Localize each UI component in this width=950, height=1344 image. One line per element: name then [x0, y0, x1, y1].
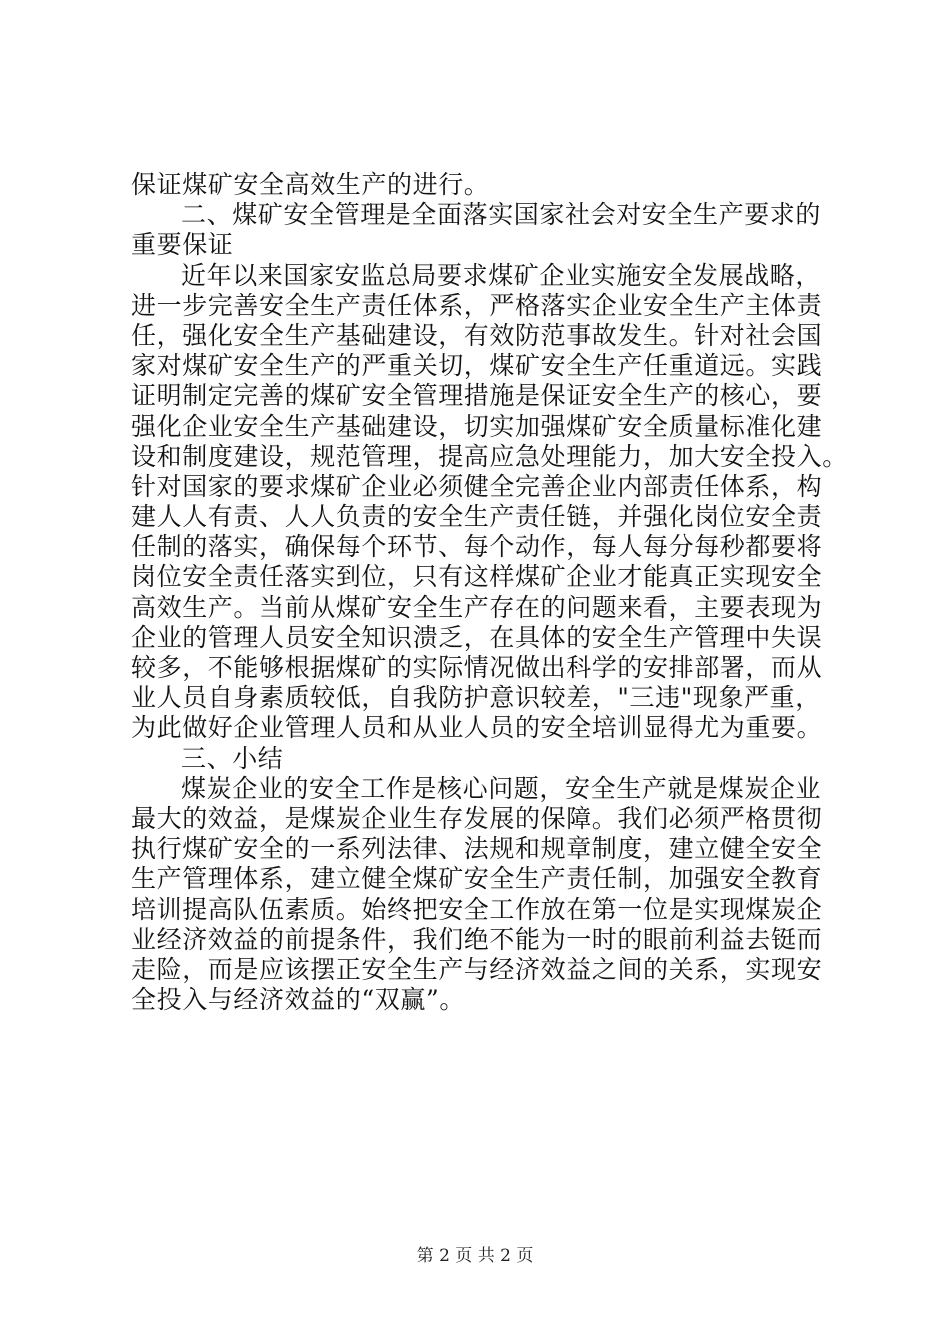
text-line: 生产管理体系，建立健全煤矿安全生产责任制，加强安全教育: [131, 864, 823, 894]
text-line: 强化企业安全生产基础建设，切实加强煤矿安全质量标准化建: [131, 411, 823, 441]
text-line: 任制的落实，确保每个环节、每个动作，每人每分每秒都要将: [131, 532, 823, 562]
text-line: 最大的效益，是煤炭企业生存发展的保障。我们必须严格贯彻: [131, 803, 823, 833]
section-heading-line: 三、小结: [181, 743, 284, 773]
text-line: 家对煤矿安全生产的严重关切，煤矿安全生产任重道远。实践: [131, 351, 823, 381]
text-line: 高效生产。当前从煤矿安全生产存在的问题来看，主要表现为: [131, 592, 823, 622]
document-body: [131, 170, 848, 1015]
text-line: 业人员自身素质较低，自我防护意识较差，"三违"现象严重，: [131, 683, 821, 713]
text-line: 业经济效益的前提条件，我们绝不能为一时的眼前利益去铤而: [131, 924, 823, 954]
text-line: 任，强化安全生产基础建设，有效防范事故发生。针对社会国: [131, 320, 823, 350]
text-line: 走险，而是应该摆正安全生产与经济效益之间的关系，实现安: [131, 954, 823, 984]
text-line: 较多，不能够根据煤矿的实际情况做出科学的安排部署，而从: [131, 653, 823, 682]
text-line: 进一步完善安全生产责任体系，严格落实企业安全生产主体责: [131, 290, 823, 320]
text-line: 培训提高队伍素质。始终把安全工作放在第一位是实现煤炭企: [131, 894, 823, 924]
section-heading-line: 二、煤矿安全管理是全面落实国家社会对安全生产要求的: [181, 200, 822, 230]
text-line: 为此做好企业管理人员和从业人员的安全培训显得尤为重要。: [131, 713, 823, 743]
text-line: 岗位安全责任落实到位，只有这样煤矿企业才能真正实现安全: [131, 562, 823, 592]
text-line: 针对国家的要求煤矿企业必须健全完善企业内部责任体系，构: [131, 471, 823, 501]
text-line: 全投入与经济效益的“双赢”。: [131, 985, 465, 1015]
text-line: 近年以来国家安监总局要求煤矿企业实施安全发展战略，: [181, 260, 822, 290]
section-heading-line: 重要保证: [131, 230, 234, 260]
text-line: 企业的管理人员安全知识溃乏，在具体的安全生产管理中失误: [131, 622, 823, 652]
text-line: 建人人有责、人人负责的安全生产责任链，并强化岗位安全责: [131, 502, 823, 532]
text-line: 执行煤矿安全的一系列法律、法规和规章制度，建立健全安全: [131, 834, 823, 864]
page-number-footer: 第 2 页 共 2 页: [416, 1246, 534, 1266]
text-line: 保证煤矿安全高效生产的进行。: [131, 170, 490, 199]
text-line: 设和制度建设，规范管理，提高应急处理能力，加大安全投入。: [131, 441, 848, 471]
text-line: 证明制定完善的煤矿安全管理措施是保证安全生产的核心，要: [131, 381, 823, 411]
text-line: 煤炭企业的安全工作是核心问题，安全生产就是煤炭企业: [181, 773, 822, 803]
